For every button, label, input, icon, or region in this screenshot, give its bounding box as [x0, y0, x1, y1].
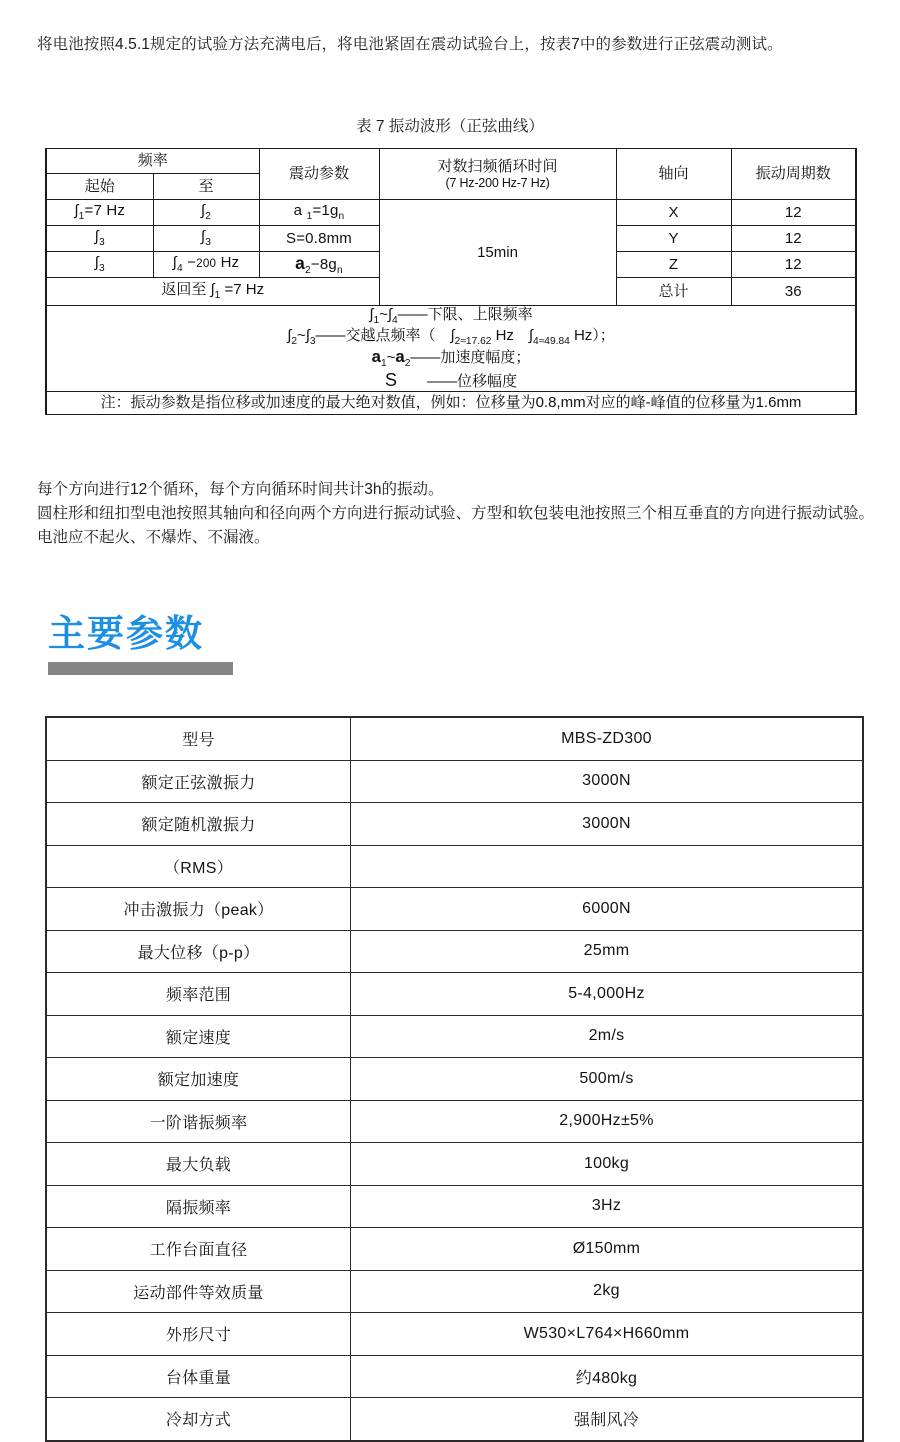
- cell-start-1: $\int_1=7$ Hz: [46, 200, 153, 226]
- spec-key: 额定随机激振力: [46, 803, 351, 846]
- header-start: 起始: [46, 174, 153, 200]
- cell-return-row: 返回至 $\int_1 =7$ Hz: [46, 278, 379, 306]
- vibration-table-wrapper: [45, 148, 855, 415]
- header-frequency-group: 频率: [46, 149, 259, 174]
- spec-key: （RMS）: [46, 845, 351, 888]
- table-row: [46, 1398, 863, 1441]
- spec-value: 500m/s: [351, 1058, 864, 1101]
- spec-value: 100kg: [351, 1143, 864, 1186]
- header-axis: 轴向: [616, 149, 731, 200]
- table-row: [46, 845, 863, 888]
- spec-key: 外形尺寸: [46, 1313, 351, 1356]
- cell-start-2: $\int_3$: [46, 226, 153, 252]
- spec-key: 最大位移（p-p）: [46, 930, 351, 973]
- vibration-table: [45, 148, 857, 415]
- section-heading: [48, 612, 233, 675]
- table-note: 注：振动参数是指位移或加速度的最大绝对数值，例如：位移量为0.8,mm对应的峰-峰值的位移量为1.6mm: [46, 391, 856, 414]
- spec-value: 2,900Hz±5%: [351, 1100, 864, 1143]
- spec-value: 2m/s: [351, 1015, 864, 1058]
- cell-axis-4: 总计: [616, 278, 731, 306]
- table-row: [46, 973, 863, 1016]
- header-sweep-time-range: (7 Hz-200 Hz-7 Hz): [445, 175, 550, 190]
- table-row: [46, 1270, 863, 1313]
- spec-key: 额定速度: [46, 1015, 351, 1058]
- spec-key: 额定正弦激振力: [46, 760, 351, 803]
- spec-value: 3000N: [351, 803, 864, 846]
- spec-value: Ø150mm: [351, 1228, 864, 1271]
- header-cycles: 振动周期数: [731, 149, 856, 200]
- mid-paragraph-1: 每个方向进行12个循环，每个方向循环时间共计3h的振动。: [37, 481, 444, 498]
- table-row: [46, 200, 856, 226]
- table-row: [46, 306, 856, 392]
- spec-key: 最大负载: [46, 1143, 351, 1186]
- spec-key: 型号: [46, 717, 351, 760]
- table-row: [46, 1355, 863, 1398]
- header-sweep-time: [379, 149, 616, 200]
- section-rule: [48, 662, 233, 675]
- table-row: [46, 1058, 863, 1101]
- cell-cycles-1: 12: [731, 200, 856, 226]
- spec-table-wrapper: [45, 716, 855, 1442]
- cell-param-1: a $_1=1g_n$: [259, 200, 379, 226]
- spec-value: 2kg: [351, 1270, 864, 1313]
- section-title: 主要参数: [48, 613, 204, 654]
- cell-start-3: $\int_3$: [46, 252, 153, 278]
- legend-line-3: $a_1\sim a_2——$加速度幅度；: [371, 347, 531, 370]
- table-row: [46, 1100, 863, 1143]
- table-row: [46, 930, 863, 973]
- table-row: [46, 888, 863, 931]
- header-shock-param: 震动参数: [259, 149, 379, 200]
- table-row: [46, 760, 863, 803]
- legend-line-4: S ——位移幅度: [384, 370, 518, 391]
- spec-key: 冷却方式: [46, 1398, 351, 1441]
- spec-table-body: [46, 717, 863, 1441]
- cell-axis-3: Z: [616, 252, 731, 278]
- cell-end-2: $\int_3$: [153, 226, 259, 252]
- cell-sweep-time-value: 15min: [379, 200, 616, 306]
- spec-key: 额定加速度: [46, 1058, 351, 1101]
- cell-axis-1: X: [616, 200, 731, 226]
- table-row: [46, 1143, 863, 1186]
- header-end: 至: [153, 174, 259, 200]
- spec-key: 一阶谐振频率: [46, 1100, 351, 1143]
- spec-table: [45, 716, 864, 1442]
- spec-value: 25mm: [351, 930, 864, 973]
- cell-end-1: $\int_2$: [153, 200, 259, 226]
- table-row: [46, 1313, 863, 1356]
- vibration-table-caption: 表 7 振动波形（正弦曲线）: [356, 118, 544, 135]
- table-row: [46, 717, 863, 760]
- spec-key: 冲击激振力（peak）: [46, 888, 351, 931]
- spec-value: 约480kg: [351, 1355, 864, 1398]
- legend-line-2: $\int_2\sim\int_3——$交越点频率（ $\int_{2\approx 17.62}$ Hz $\int_{4\approx 49.84}$ Hz）；: [287, 326, 615, 347]
- spec-key: 工作台面直径: [46, 1228, 351, 1271]
- cell-cycles-4: 36: [731, 278, 856, 306]
- spec-value: 强制风冷: [351, 1398, 864, 1441]
- mid-paragraphs: [37, 478, 877, 550]
- cell-cycles-2: 12: [731, 226, 856, 252]
- spec-value: 3Hz: [351, 1185, 864, 1228]
- cell-end-3: $\int_4 -200$ Hz: [153, 252, 259, 278]
- cell-axis-2: Y: [616, 226, 731, 252]
- cell-param-3: $a_2-8g_n$: [259, 252, 379, 278]
- table-row: [46, 803, 863, 846]
- spec-value: 3000N: [351, 760, 864, 803]
- spec-value: 5-4,000Hz: [351, 973, 864, 1016]
- legend-line-1: $\int_1\sim\int_4——$下限、上限频率: [369, 306, 533, 326]
- spec-value: 6000N: [351, 888, 864, 931]
- spec-value: MBS-ZD300: [351, 717, 864, 760]
- spec-key: 运动部件等效质量: [46, 1270, 351, 1313]
- table-row: [46, 1185, 863, 1228]
- spec-key: 隔振频率: [46, 1185, 351, 1228]
- spec-key: 台体重量: [46, 1355, 351, 1398]
- spec-value: W530×L764×H660mm: [351, 1313, 864, 1356]
- table-row: [46, 1228, 863, 1271]
- header-sweep-time-label: 对数扫频循环时间: [437, 157, 558, 175]
- spec-key: 频率范围: [46, 973, 351, 1016]
- table-row: [46, 1015, 863, 1058]
- cell-cycles-3: 12: [731, 252, 856, 278]
- cell-param-2: S=0.8mm: [259, 226, 379, 252]
- table-row: [46, 149, 856, 174]
- mid-paragraph-2: 圆柱形和纽扣型电池按照其轴向和径向两个方向进行振动试验、方型和软包装电池按照三个相互垂直的方向进行振动试验。电池应不起火、不爆炸、不漏液。: [37, 505, 875, 546]
- spec-value: [351, 845, 864, 888]
- table-row: [46, 391, 856, 414]
- intro-paragraph: 将电池按照4.5.1规定的试验方法充满电后，将电池紧固在震动试验台上，按表7中的参数进行正弦震动测试。: [37, 36, 783, 53]
- legend-block: [46, 306, 856, 392]
